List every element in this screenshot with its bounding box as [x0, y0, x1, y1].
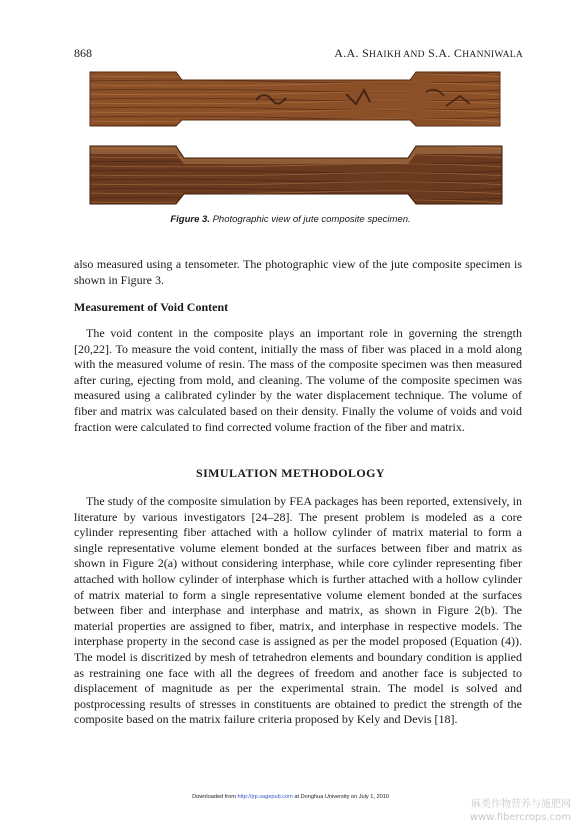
footer-link[interactable]: http://jrp.sagepub.com: [237, 794, 293, 800]
body-paragraph-3: The study of the composite simulation by FEA packages has been reported, extensively, in literature by various investigators [24–28]. The present problem is modeled as a core cylinder representing fiber attached with a hollow cylinder of matrix material to form a single representative volume element bonded at the surfaces between fiber and matrix as shown in Figure 2(a) without considering interphase, while core cylinder representing fiber attached with hollow cylinder of interphase which is further attached with a hollow cylinder of matrix material to form a single representative volume element bonded at the surfaces between fiber and interphase and interphase and matrix, as shown in Figure 2(b). The material properties are assigned to fiber, matrix, and interphase in respective models. The interphase property in the second case is assigned as per the model proposed (Equation (4)). The model is discritized by mesh of tetrahedron elements and boundary condition is applied as restraining one face with all the degrees of freedom and another face is subjected to displacement of magnitude as per the experimental strain. The model is solved and postprocessing results of stresses in constituents are obtained to predict the strength of the composite based on the matrix failure criteria proposed by Kely and Devis [18].: [74, 494, 522, 727]
lower-specimen: [90, 146, 502, 204]
figure-caption: [0, 214, 581, 225]
running-head-authors: [334, 46, 523, 61]
jute-specimen-photo: [86, 70, 506, 210]
author-b-smallcaps: HANNIWALA: [462, 50, 523, 60]
watermark-line-2: www.fibercrops.com: [469, 812, 571, 823]
author-a-smallcaps: HAIKH AND: [369, 50, 425, 60]
figure-caption-text: Photographic view of jute composite specimen.: [209, 214, 411, 225]
figure-caption-label: Figure 3.: [170, 214, 210, 225]
footer-prefix: Downloaded from: [192, 794, 238, 800]
body-paragraph-1: also measured using a tensometer. The photographic view of the jute composite specimen is shown in Figure 3.: [74, 257, 522, 287]
body-paragraph-2: The void content in the composite plays an important role in governing the strength [20,22]. To measure the void content, initially the mass of fiber was placed in a mold along with the measured volume of resin. The mass of the composite specimen was then measured after curing, ejecting from mold, and cleaning. The volume of the composite specimen was measured using a calibrated cylinder by the water displacement technique. The volume of fiber and matrix was calculated based on their density. Finally the volume of voids and void fraction were calculated to find corrected volume fraction of the fiber and matrix.: [74, 326, 522, 434]
author-a-prefix: A.A. S: [334, 46, 370, 60]
section-heading: SIMULATION METHODOLOGY: [196, 466, 385, 480]
author-b-prefix: S.A. C: [424, 46, 463, 60]
upper-specimen: [90, 72, 500, 126]
page-number: 868: [74, 46, 92, 60]
subheading-void-content: Measurement of Void Content: [74, 300, 229, 314]
site-watermark: [470, 798, 571, 824]
watermark-line-1: 麻类作物营养与施肥网: [471, 799, 571, 810]
footer-suffix: at Donghua University on July 1, 2010: [292, 794, 389, 800]
